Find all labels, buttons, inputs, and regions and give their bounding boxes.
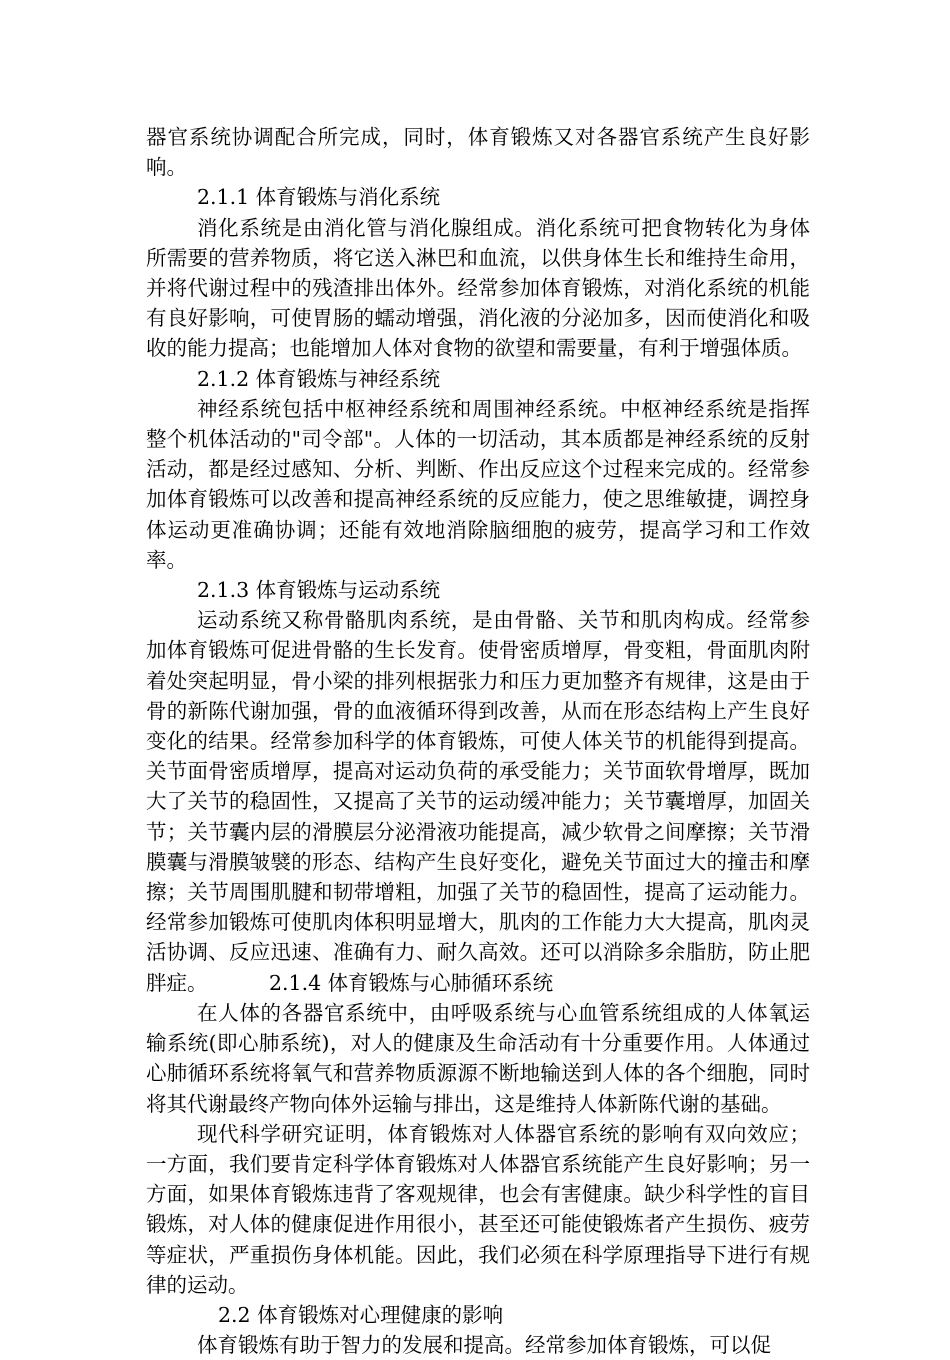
document-page [146, 122, 810, 1360]
paragraph-digestive-system: 消化系统是由消化管与消化腺组成。消化系统可把食物转化为身体所需要的营养物质，将它送入淋巴和血流，以供身体生长和维持生命用，并将代谢过程中的残渣排出体外。经常参加体育锻炼，对消化系统的机能有良好影响，可使胃肠的蠕动增强，消化液的分泌加多，因而使消化和吸收的能力提高；也能增加人体对食物的欲望和需要量，有利于增强体质。 [146, 215, 810, 361]
paragraph-motor-system [146, 605, 810, 998]
paragraph-motor-system-text: 运动系统又称骨骼肌肉系统，是由骨骼、关节和肌肉构成。经常参加体育锻炼可促进骨骼的生长发育。使骨密质增厚，骨变粗，骨面肌肉附着处突起明显，骨小梁的排列根据张力和压力更加整齐有规律，这是由于骨的新陈代谢加强，骨的血液循环得到改善，从而在形态结构上产生良好变化的结果。经常参加科学的体育锻炼，可使人体关节的机能得到提高。关节面骨密质增厚，提高对运动负荷的承受能力；关节面软骨增厚，既加大了关节的稳固性，又提高了关节的运动缓冲能力；关节囊增厚，加固关节；关节囊内层的滑膜层分泌滑液功能提高，减少软骨之间摩擦；关节滑膜囊与滑膜皱襞的形态、结构产生良好变化，避免关节面过大的撞击和摩擦；关节周围肌腱和韧带增粗，加强了关节的稳固性，提高了运动能力。经常参加锻炼可使肌肉体积明显增大，肌肉的工作能力大大提高，肌肉灵活协调、反应迅速、准确有力、耐久高效。还可以消除多余脂肪，防止肥胖症。 [146, 608, 810, 995]
section-heading-2-1-4: 2.1.4 体育锻炼与心肺循环系统 [269, 970, 554, 995]
section-heading-2-1-1: 2.1.1 体育锻炼与消化系统 [197, 185, 441, 210]
paragraph-scientific-research: 现代科学研究证明，体育锻炼对人体器官系统的影响有双向效应；一方面，我们要肯定科学体育锻炼对人体器官系统能产生良好影响；另一方面，如果体育锻炼违背了客观规律，也会有害健康。缺少科学性的盲目锻炼，对人体的健康促进作用很小，甚至还可能使锻炼者产生损伤、疲劳等症状，严重损伤身体机能。因此，我们必须在科学原理指导下进行有规律的运动。 [146, 1121, 810, 1297]
paragraph-cardiopulmonary-system: 在人体的各器官系统中，由呼吸系统与心血管系统组成的人体氧运输系统(即心肺系统)，对人的健康及生命活动有十分重要作用。人体通过心肺循环系统将氧气和营养物质源源不断地输送到人体的各个细胞，同时将其代谢最终产物向体外运输与排出，这是维持人体新陈代谢的基础。 [146, 1000, 810, 1116]
section-heading-2-2: 2.2 体育锻炼对心理健康的影响 [218, 1302, 504, 1327]
paragraph-continuation: 器官系统协调配合所完成，同时，体育锻炼又对各器官系统产生良好影响。 [146, 125, 810, 180]
paragraph-nervous-system: 神经系统包括中枢神经系统和周围神经系统。中枢神经系统是指挥整个机体活动的"司令部"。人体的一切活动，其本质都是神经系统的反射活动，都是经过感知、分析、判断、作出反应这个过程来完成的。经常参加体育锻炼可以改善和提高神经系统的反应能力，使之思维敏捷，调控身体运动更准确协调；还能有效地消除脑细胞的疲劳，提高学习和工作效率。 [146, 396, 810, 572]
section-heading-2-1-3: 2.1.3 体育锻炼与运动系统 [197, 578, 441, 603]
section-heading-2-1-2: 2.1.2 体育锻炼与神经系统 [197, 366, 441, 391]
paragraph-intelligence: 体育锻炼有助于智力的发展和提高。经常参加体育锻炼，可以促 [197, 1333, 771, 1358]
